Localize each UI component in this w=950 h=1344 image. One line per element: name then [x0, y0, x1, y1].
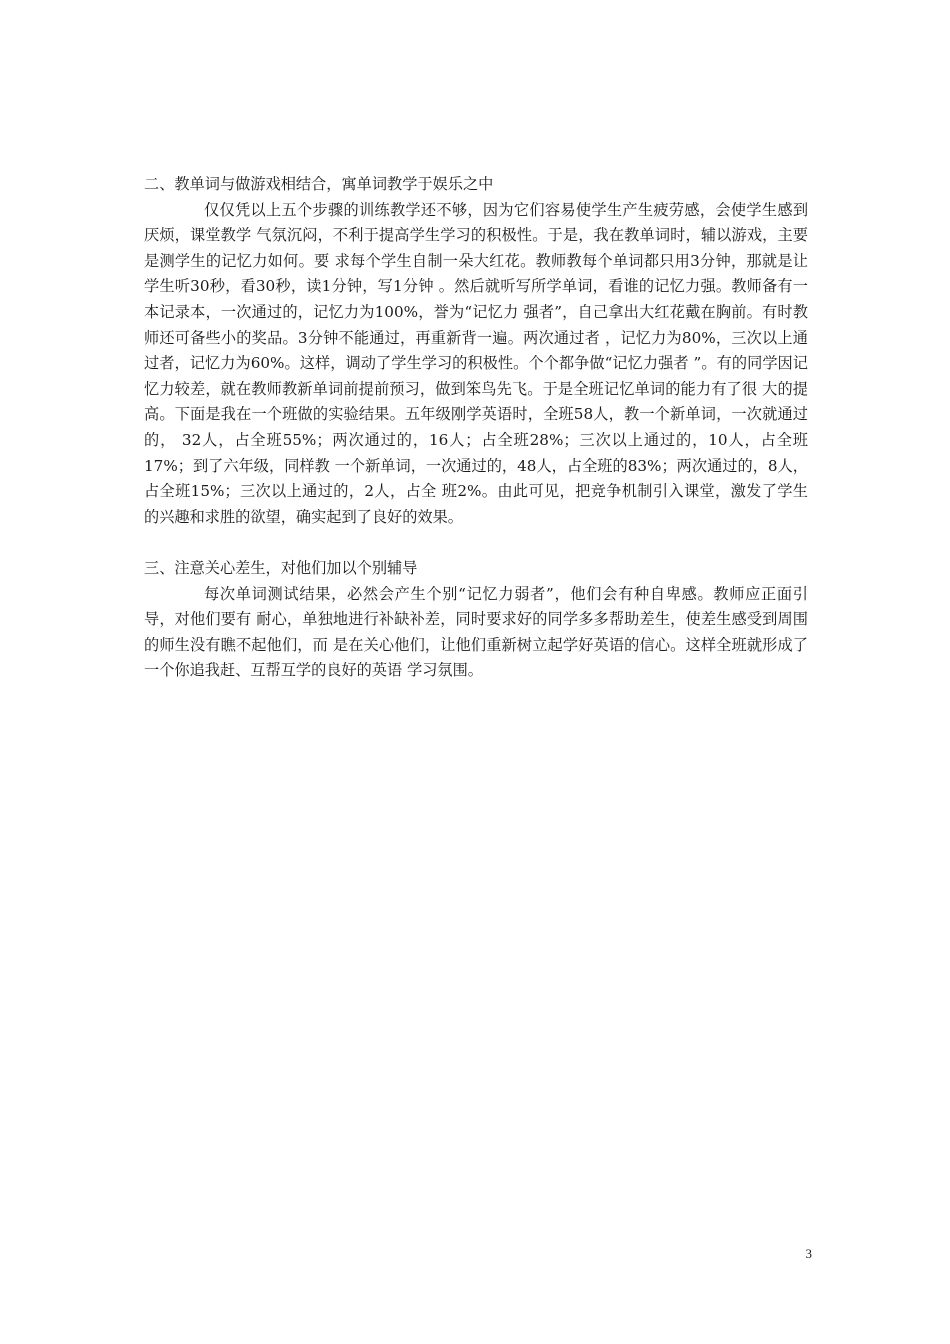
- section-heading-2: 二、教单词与做游戏相结合，寓单词教学于娱乐之中: [144, 175, 494, 193]
- section-paragraph-2: 仅仅凭以上五个步骤的训练教学还不够，因为它们容易使学生产生疲劳感，会使学生感到厌烦，课堂教学 气氛沉闷，不利于提高学生学习的积极性。于是，我在教单词时，辅以游戏，主要是测学生的记忆力如何。要 求每个学生自制一朵大红花。教师教每个单词都只用3分钟，那就是让学生听30秒，看30秒，读1分钟，写1分钟 。然后就听写所学单词，看谁的记忆力强。教师备有一本记录本，一次通过的，记忆力为100%，誉为“记忆力 强者”，自己拿出大红花戴在胸前。有时教师还可备些小的奖品。3分钟不能通过，再重新背一遍。两次通过者 ，记忆力为80%，三次以上通过者，记忆力为60%。这样，调动了学生学习的积极性。个个都争做“记忆力强者 ”。有的同学因记忆力较差，就在教师教新单词前提前预习，做到笨鸟先飞。于是全班记忆单词的能力有了很 大的提高。下面是我在一个班做的实验结果。五年级刚学英语时，全班58人，教一个新单词，一次就通过的， 32人，占全班55%；两次通过的，16人；占全班28%；三次以上通过的，10人，占全班17%；到了六年级，同样教 一个新单词，一次通过的，48人，占全班的83%；两次通过的，8人，占全班15%；三次以上通过的，2人，占全 班2%。由此可见，把竞争机制引入课堂，激发了学生的兴趣和求胜的欲望，确实起到了良好的效果。: [144, 200, 808, 526]
- section-paragraph-3: 每次单词测试结果，必然会产生个别“记忆力弱者”，他们会有种自卑感。教师应正面引导，对他们要有 耐心，单独地进行补缺补差，同时要求好的同学多多帮助差生，使差生感受到周围的师生没有瞧不起他们，而 是在关心他们，让他们重新树立起学好英语的信心。这样全班就形成了一个你追我赶、互帮互学的良好的英语 学习氛围。: [144, 584, 808, 680]
- section-heading-3: 三、注意关心差生，对他们加以个别辅导: [144, 558, 418, 577]
- page-number: 3: [805, 1246, 812, 1261]
- document-body: [144, 172, 808, 684]
- section-spacer: [144, 530, 808, 556]
